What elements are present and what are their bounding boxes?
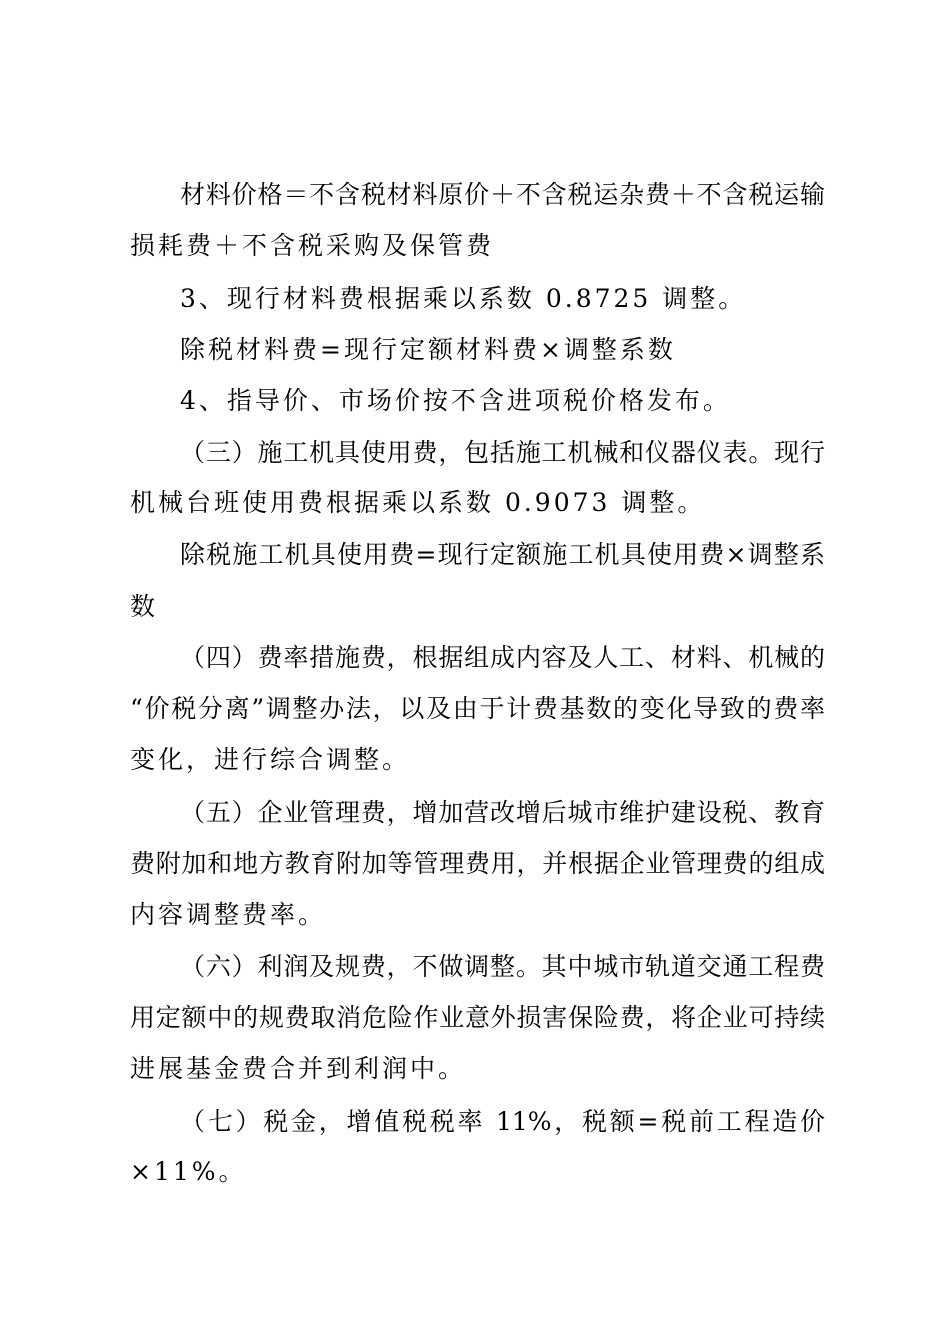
text-line: 进展基金费合并到利润中。 [130,1054,467,1083]
text-line: （五）企业管理费，增加营改增后城市维护建设税、教育 [180,798,825,827]
text-line: 用定额中的规费取消危险作业意外损害保险费，将企业可持续 [130,1003,825,1032]
text-line: 除税材料费=现行定额材料费×调整系数 [180,335,676,364]
text-line: 数 [130,592,159,621]
text-line: （四）费率措施费，根据组成内容及人工、材料、机械的 [180,643,825,672]
text-line: “价税分离”调整办法，以及由于计费基数的变化导致的费率 [130,694,825,723]
text-line: 损耗费＋不含税采购及保管费 [130,231,495,260]
text-line: （六）利润及规费，不做调整。其中城市轨道交通工程费 [180,952,825,981]
text-line: 内容调整费率。 [130,900,327,929]
text-line: ×11%。 [130,1157,247,1186]
text-line: （三）施工机具使用费，包括施工机械和仪器仪表。现行 [180,438,825,467]
text-line: 变化，进行综合调整。 [130,745,411,774]
text-line: （七）税金，增值税税率 11%，税额=税前工程造价 [180,1107,825,1136]
text-line: 材料价格＝不含税材料原价＋不含税运杂费＋不含税运输 [180,180,825,209]
text-line: 3、现行材料费根据乘以系数 0.8725 调整。 [180,284,747,313]
text-line: 4、指导价、市场价按不含进项税价格发布。 [180,386,731,415]
text-line: 机械台班使用费根据乘以系数 0.9073 调整。 [130,488,706,517]
text-line: 除税施工机具使用费=现行定额施工机具使用费×调整系 [180,540,825,569]
text-line: 费附加和地方教育附加等管理费用，并根据企业管理费的组成 [130,849,825,878]
